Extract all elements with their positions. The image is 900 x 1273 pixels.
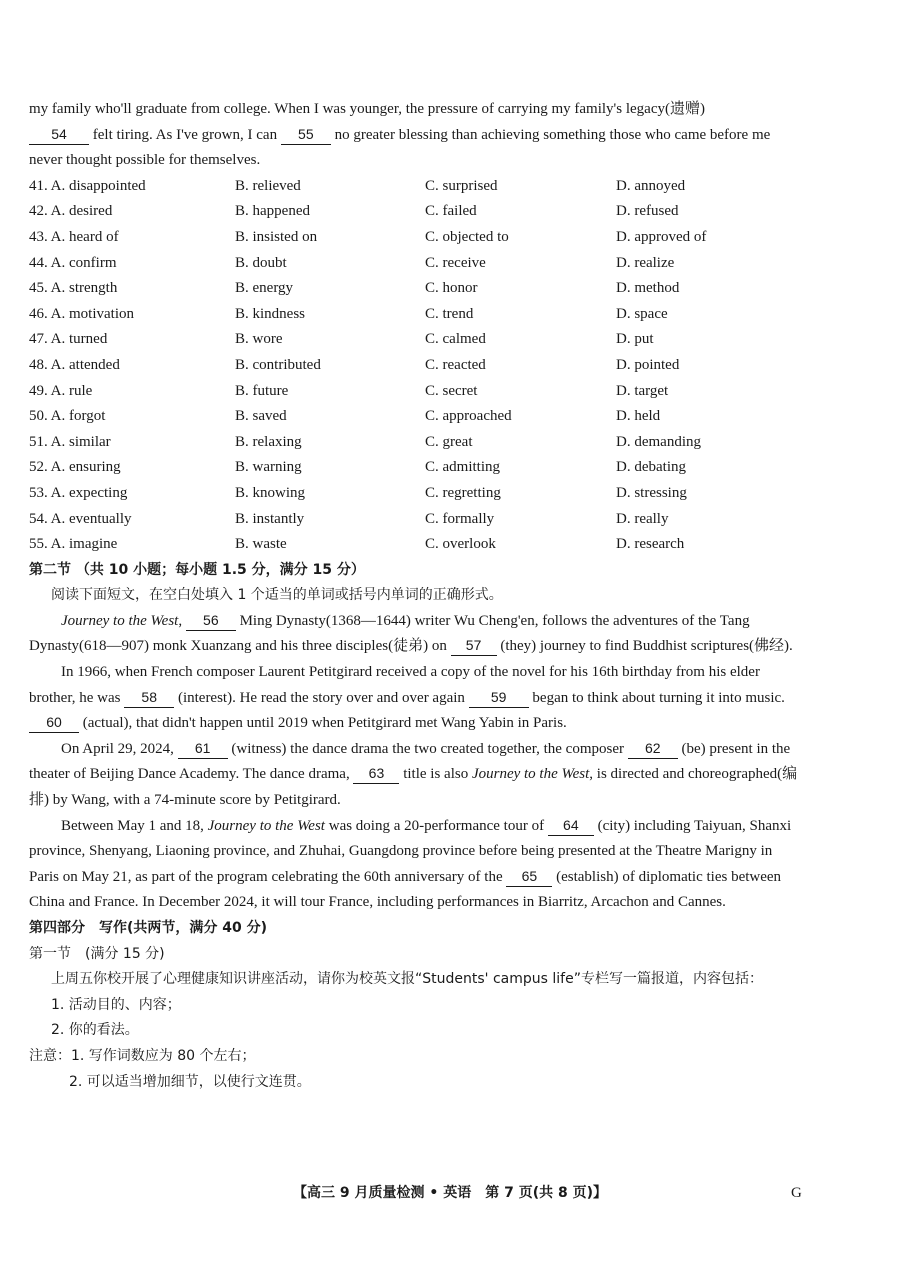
cloze-passage-ending — [29, 97, 803, 174]
option-b: B. kindness — [235, 305, 306, 322]
option-row-55 — [29, 532, 803, 558]
part4-subsection-heading: 第一节 (满分 15 分) — [29, 945, 165, 962]
writing-note-1 — [29, 1044, 803, 1070]
option-b: B. wore — [235, 331, 283, 348]
option-b: B. waste — [235, 536, 287, 553]
option-c: C. secret — [425, 382, 478, 399]
option-b: B. relaxing — [235, 433, 302, 450]
option-b: B. happened — [235, 203, 310, 220]
option-d: D. debating — [616, 459, 686, 476]
book-title: Journey to the West — [61, 612, 179, 629]
passage-text: (be) present in the theater of Beijing Dance Academy. The dance drama, — [29, 740, 791, 783]
option-a: 48. A. attended — [29, 356, 120, 373]
blank-54: 54 — [29, 124, 89, 145]
option-a: 46. A. motivation — [29, 305, 134, 322]
blank-61: 61 — [178, 738, 228, 759]
option-d: D. really — [616, 510, 669, 527]
option-d: D. annoyed — [616, 177, 686, 194]
option-d: D. target — [616, 382, 669, 399]
option-b: B. energy — [235, 280, 294, 297]
grammar-paragraph-2 — [29, 660, 803, 737]
option-c: C. calmed — [425, 331, 486, 348]
option-a: 43. A. heard of — [29, 228, 119, 245]
option-b: B. instantly — [235, 510, 305, 527]
passage-text: , is directed and choreographed(编排) by Wang, with a 74-minute score by Petitgirard. — [29, 766, 798, 809]
option-row-52 — [29, 455, 803, 481]
page-content — [29, 97, 803, 1095]
option-row-44 — [29, 251, 803, 277]
option-d: D. pointed — [616, 356, 680, 373]
option-d: D. put — [616, 331, 654, 348]
option-a: 51. A. similar — [29, 433, 111, 450]
passage-text: In 1966, when French composer Laurent Petitgirard received a copy of the novel for his 16th birthday from his elder brother, he was — [29, 664, 760, 706]
passage-text: (establish) of diplomatic ties between China and France. In December 2024, it will tour France, including performances in Biarritz, Arcachon and Cannes. — [29, 868, 782, 911]
option-row-41 — [29, 174, 803, 200]
option-a: 54. A. eventually — [29, 510, 132, 527]
blank-56: 56 — [186, 610, 236, 631]
passage-text: (city) including Taiyuan, Shanxi province, Shenyang, Liaoning province, and Zhuhai, Guangdong province before being presented at the Theatre Marigny in Paris on May 21, as part of the program celebrating the 60th anniversary of the — [29, 817, 792, 885]
option-row-49 — [29, 379, 803, 405]
writing-point-1: 1. 活动目的、内容； — [51, 996, 181, 1013]
option-row-51 — [29, 430, 803, 456]
option-a: 44. A. confirm — [29, 254, 117, 271]
footer-version-mark: G — [791, 1185, 802, 1201]
part4-heading: 第四部分 写作(共两节，满分 40 分) — [29, 920, 268, 936]
option-d: D. refused — [616, 203, 679, 220]
passage-text: Between May 1 and 18, — [61, 817, 208, 834]
option-row-54 — [29, 507, 803, 533]
passage-text: my family who'll graduate from college. When I was younger, the pressure of carrying my family's legacy(遗赠) — [29, 101, 705, 117]
writing-task-prompt: 上周五你校开展了心理健康知识讲座活动，请你为校英文报“Students' campus life”专栏写一篇报道，内容包括： — [51, 971, 763, 988]
answer-options-list — [29, 174, 803, 558]
option-row-48 — [29, 353, 803, 379]
option-row-45 — [29, 276, 803, 302]
passage-text: (actual), that didn't happen until 2019 when Petitgirard met Wang Yabin in Paris. — [79, 715, 567, 732]
option-c: C. failed — [425, 203, 477, 220]
option-c: C. admitting — [425, 459, 500, 476]
option-d: D. demanding — [616, 433, 701, 450]
passage-text: Ming Dynasty(1368—1644) writer Wu Cheng'en, follows the adventures of the Tang Dynasty(618—907) monk Xuanzang and his three disciples(徒弟) on — [29, 612, 750, 655]
blank-60: 60 — [29, 712, 79, 733]
option-a: 41. A. disappointed — [29, 177, 146, 194]
option-c: C. overlook — [425, 536, 496, 553]
section2-instruction: 阅读下面短文，在空白处填入 1 个适当的单词或括号内单词的正确形式。 — [51, 587, 503, 604]
option-d: D. space — [616, 305, 668, 322]
option-b: B. saved — [235, 408, 287, 425]
blank-59: 59 — [469, 687, 529, 708]
passage-text: was doing a 20-performance tour of — [324, 817, 548, 834]
option-b: B. future — [235, 382, 289, 399]
passage-text: (interest). He read the story over and over again — [174, 689, 469, 706]
option-d: D. held — [616, 408, 661, 425]
option-row-43 — [29, 225, 803, 251]
blank-62: 62 — [628, 738, 678, 759]
option-c: C. formally — [425, 510, 495, 527]
option-b: B. warning — [235, 459, 302, 476]
blank-63: 63 — [353, 763, 399, 784]
passage-text: title is also — [399, 766, 472, 783]
option-a: 42. A. desired — [29, 203, 113, 220]
option-c: C. great — [425, 433, 473, 450]
grammar-paragraph-3 — [29, 737, 803, 814]
option-b: B. insisted on — [235, 228, 318, 245]
option-row-46 — [29, 302, 803, 328]
blank-65: 65 — [506, 866, 552, 887]
writing-point-2: 2. 你的看法。 — [51, 1022, 139, 1039]
option-a: 45. A. strength — [29, 280, 118, 297]
blank-58: 58 — [124, 687, 174, 708]
option-a: 47. A. turned — [29, 331, 108, 348]
option-a: 50. A. forgot — [29, 408, 106, 425]
grammar-paragraph-4 — [29, 814, 803, 916]
page-footer — [0, 1181, 900, 1205]
option-d: D. approved of — [616, 228, 707, 245]
section2-heading: 第二节 （共 10 小题；每小题 1.5 分，满分 15 分） — [29, 561, 365, 578]
option-c: C. objected to — [425, 228, 509, 245]
option-c: C. trend — [425, 305, 474, 322]
option-row-47 — [29, 327, 803, 353]
passage-text: (witness) the dance drama the two created together, the composer — [227, 740, 628, 757]
option-c: C. reacted — [425, 356, 486, 373]
blank-57: 57 — [451, 635, 497, 656]
option-row-42 — [29, 199, 803, 225]
option-b: B. contributed — [235, 356, 321, 373]
option-c: C. receive — [425, 254, 486, 271]
book-title: Journey to the West — [207, 817, 325, 834]
option-c: C. surprised — [425, 177, 498, 194]
option-b: B. knowing — [235, 484, 306, 501]
note-label: 注意： — [29, 1047, 71, 1064]
option-c: C. regretting — [425, 484, 501, 501]
option-c: C. honor — [425, 280, 478, 297]
passage-text: (they) journey to find Buddhist scriptures(佛经). — [496, 638, 793, 655]
option-d: D. stressing — [616, 484, 687, 501]
grammar-paragraph-1 — [29, 609, 803, 660]
blank-55: 55 — [281, 124, 331, 145]
option-d: D. research — [616, 536, 685, 553]
option-row-50 — [29, 404, 803, 430]
passage-text: , — [178, 612, 186, 629]
option-d: D. method — [616, 280, 680, 297]
book-title: Journey to the West — [471, 766, 590, 783]
note-text: 1. 写作词数应为 80 个左右； — [71, 1047, 256, 1064]
option-a: 52. A. ensuring — [29, 459, 121, 476]
option-d: D. realize — [616, 254, 675, 271]
passage-text: felt tiring. As I've grown, I can — [89, 126, 281, 143]
option-a: 53. A. expecting — [29, 484, 128, 501]
blank-64: 64 — [548, 815, 594, 836]
option-a: 49. A. rule — [29, 382, 93, 399]
writing-note-2: 2. 可以适当增加细节，以使行文连贯。 — [69, 1073, 311, 1090]
passage-text: On April 29, 2024, — [61, 740, 178, 757]
option-b: B. relieved — [235, 177, 301, 194]
option-c: C. approached — [425, 408, 512, 425]
footer-page-info: 【高三 9 月质量检测 • 英语 第 7 页(共 8 页)】 — [293, 1185, 607, 1201]
option-a: 55. A. imagine — [29, 536, 118, 553]
option-b: B. doubt — [235, 254, 287, 271]
passage-text: no greater blessing than achieving something those who came before me never thought possible for themselves. — [29, 126, 771, 169]
option-row-53 — [29, 481, 803, 507]
passage-text: began to think about turning it into music. — [528, 689, 785, 706]
